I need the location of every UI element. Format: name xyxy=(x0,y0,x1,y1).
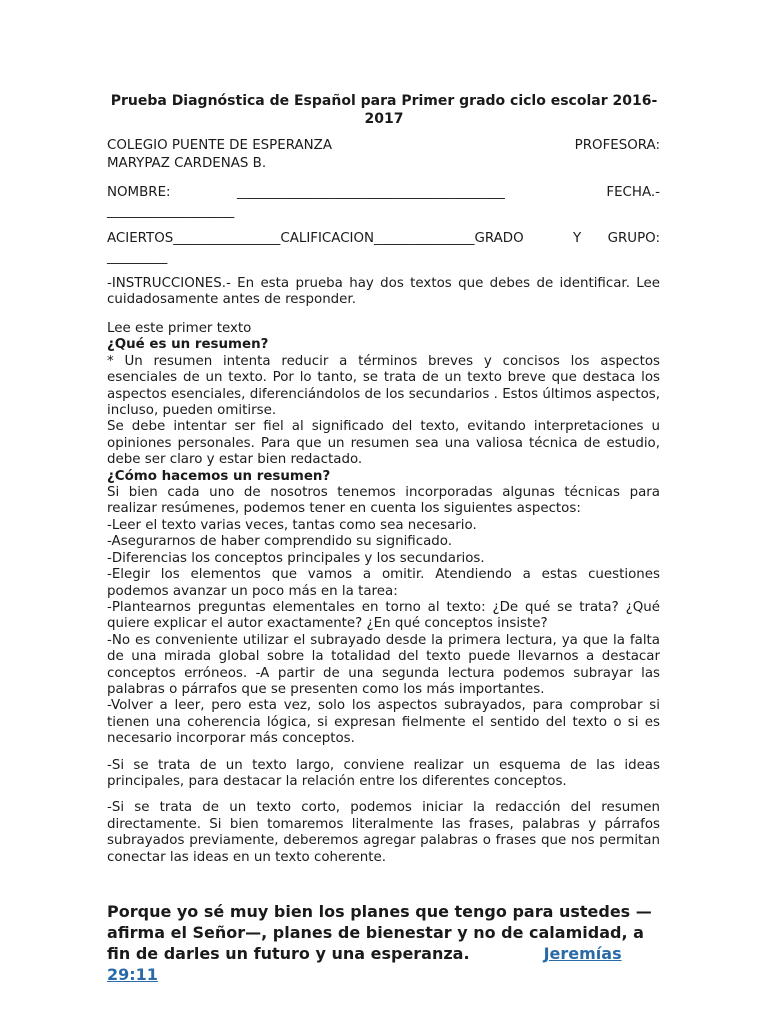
list-item-5: -Plantearnos preguntas elementales en torno al texto: ¿De qué se trata? ¿Qué quiere explicar el autor exactamente? ¿En qué conceptos insiste? xyxy=(107,599,660,632)
bible-verse xyxy=(107,901,667,985)
aciertos-calificacion-grado: ACIERTOS________________CALIFICACION_______________GRADO xyxy=(107,231,524,246)
paragraph-5: -Si se trata de un texto corto, podemos iniciar la redacción del resumen directamente. Si bien tomaremos literalmente las frases, palabras y párrafos subrayados previamente, deberemos agregar palabras o frases que nos permitan conectar las ideas en un texto coherente. xyxy=(107,800,660,865)
verse-reference-link[interactable]: Jeremías 29:11 xyxy=(107,944,622,984)
list-item-4: -Elegir los elementos que vamos a omitir. Atendiendo a estas cuestiones podemos avanzar un poco más en la tarea: xyxy=(107,567,660,599)
paragraph-3: Si bien cada uno de nosotros tenemos incorporadas algunas técnicas para realizar resúmenes, podemos tener en cuenta los siguientes aspectos: xyxy=(107,485,660,517)
name-row xyxy=(107,184,660,201)
paragraph-2: Se debe intentar ser fiel al significado del texto, evitando interpretaciones u opiniones personales. Para que un resumen sea una valiosa técnica de estudio, debe ser claro y estar bien redactado. xyxy=(107,419,660,468)
instructions xyxy=(107,276,660,309)
heading-como-hacemos: ¿Cómo hacemos un resumen? xyxy=(107,468,331,484)
list-item-6: -No es conveniente utilizar el subrayado desde la primera lectura, ya que la falta de una mirada global sobre la totalidad del texto puede llevarnos a destacar conceptos erróneos. -A partir de una segunda lectura podemos subrayar las palabras o párrafos que se presenten como los más importantes. xyxy=(107,632,660,697)
teacher-name: MARYPAZ CARDENAS B. xyxy=(107,156,267,171)
verse-text: Porque yo sé muy bien los planes que tengo para ustedes —afirma el Señor—, planes de bienestar y no de calamidad, a fin de darles un futuro y una esperanza. xyxy=(107,902,652,963)
text-intro: Lee este primer texto xyxy=(107,321,252,336)
heading-que-es-resumen: ¿Qué es un resumen? xyxy=(107,337,269,353)
list-item-3: -Diferencias los conceptos principales y los secundarios. xyxy=(107,550,485,566)
paragraph-4: -Si se trata de un texto largo, conviene realizar un esquema de las ideas principales, para destacar la relación entre los diferentes conceptos. xyxy=(107,757,660,789)
paragraph-1: * Un resumen intenta reducir a términos breves y concisos los aspectos esenciales de un texto. Por lo tanto, se trata de un texto breve que destaca los aspectos esenciales, diferenciándolos de los secundarios . Estos últimos aspectos, incluso, pueden omitirse. xyxy=(107,353,660,419)
list-item-2: -Asegurarnos de haber comprendido su significado. xyxy=(107,534,453,550)
instructions-text: -INSTRUCCIONES.- En esta prueba hay dos textos que debes de identificar. Lee cuidadosamente antes de responder. xyxy=(107,276,660,308)
list-item-1: -Leer el texto varias veces, tantas como sea necesario. xyxy=(107,517,477,533)
y-label: Y xyxy=(573,231,582,246)
school-name: COLEGIO PUENTE DE ESPERANZA xyxy=(107,138,332,153)
name-field[interactable]: ________________________________________ xyxy=(237,185,505,200)
name-label: NOMBRE: xyxy=(107,185,171,200)
school-row xyxy=(107,137,660,154)
list-item-7: -Volver a leer, pero esta vez, solo los aspectos subrayados, para comprobar si tienen una coherencia lógica, si expresan fielmente el sentido del texto o si es necesario incorporar más conceptos. xyxy=(107,698,660,747)
grupo-field[interactable]: _________ xyxy=(107,250,168,265)
text-one xyxy=(107,321,660,866)
teacher-label: PROFESORA: xyxy=(574,138,660,153)
date-field[interactable]: ___________________ xyxy=(107,204,235,219)
grades-row xyxy=(107,230,660,247)
date-label: FECHA.- xyxy=(606,185,660,200)
document-title: Prueba Diagnóstica de Español para Primer grado ciclo escolar 2016-2017 xyxy=(110,93,658,127)
grupo-label: GRUPO: xyxy=(607,231,660,246)
